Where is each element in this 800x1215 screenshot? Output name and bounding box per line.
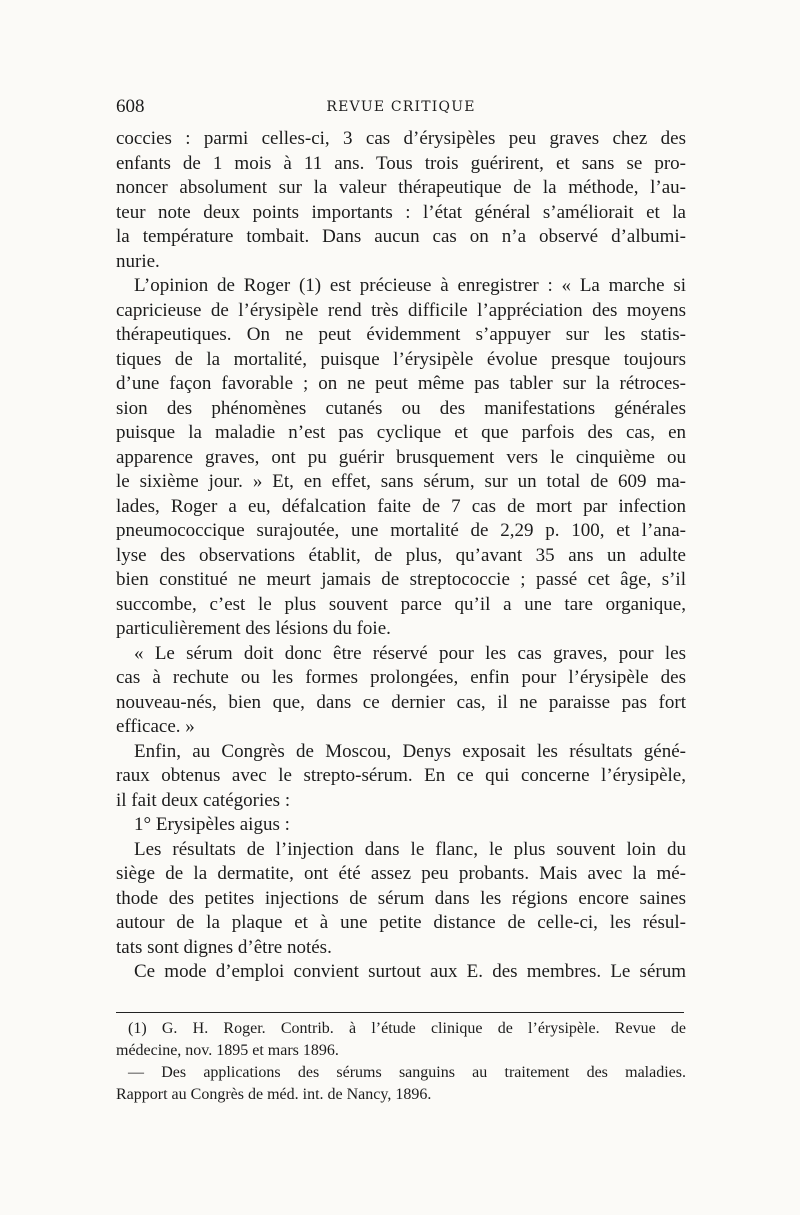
page-number: 608 bbox=[116, 96, 145, 117]
text-line: puisque la maladie n’est pas cyclique et que parfois des cas, en bbox=[116, 422, 686, 443]
footnote-rule bbox=[116, 1012, 684, 1013]
text-line: d’une façon favorable ; on ne peut même pas tabler sur la rétroces- bbox=[116, 373, 686, 394]
text-line: nurie. bbox=[116, 250, 160, 272]
text-line: bien constitué ne meurt jamais de streptococcie ; passé cet âge, s’il bbox=[116, 569, 686, 590]
running-head bbox=[116, 96, 686, 122]
text-line: apparence graves, ont pu guérir brusquement vers le cinquième ou bbox=[116, 446, 686, 468]
body-text bbox=[116, 127, 686, 985]
text-line: succombe, c’est le plus souvent parce qu’il a une tare organique, bbox=[116, 593, 686, 615]
text-line: nouveau-nés, bien que, dans ce dernier cas, il ne paraisse pas fort bbox=[116, 691, 686, 713]
text-line: pneumococcique surajoutée, une mortalité de 2,29 p. 100, et l’ana- bbox=[116, 520, 686, 541]
text-line: tats sont dignes d’être notés. bbox=[116, 936, 332, 958]
text-line: Les résultats de l’injection dans le flanc, le plus souvent loin du bbox=[134, 838, 686, 860]
journal-title: REVUE CRITIQUE bbox=[326, 99, 476, 115]
text-line: Ce mode d’emploi convient surtout aux E. des membres. Le sérum bbox=[134, 961, 686, 982]
text-line: autour de la plaque et à une petite distance de celle-ci, les résul- bbox=[116, 912, 686, 933]
text-line: Enfin, au Congrès de Moscou, Denys exposait les résultats géné- bbox=[134, 740, 686, 762]
text-line: il fait deux catégories : bbox=[116, 789, 291, 811]
text-line: le sixième jour. » Et, en effet, sans sérum, sur un total de 609 ma- bbox=[116, 471, 686, 492]
text-line: particulièrement des lésions du foie. bbox=[116, 618, 391, 639]
text-line: raux obtenus avec le strepto-sérum. En ce qui concerne l’érysipèle, bbox=[116, 765, 686, 786]
text-line: efficace. » bbox=[116, 716, 195, 737]
text-line: thérapeutiques. On ne peut évidemment s’appuyer sur les statis- bbox=[116, 324, 686, 345]
footnote-line: — Des applications des sérums sanguins au traitement des maladies. bbox=[128, 1064, 686, 1081]
footnotes bbox=[116, 1018, 686, 1106]
text-line: L’opinion de Roger (1) est précieuse à enregistrer : « La marche si bbox=[134, 275, 686, 296]
text-line: capricieuse de l’érysipèle rend très difficile l’appréciation des moyens bbox=[116, 299, 686, 321]
text-line: coccies : parmi celles-ci, 3 cas d’érysipèles peu graves chez des bbox=[116, 128, 686, 149]
text-line: sion des phénomènes cutanés ou des manifestations générales bbox=[116, 397, 686, 419]
footnote-line: médecine, nov. 1895 et mars 1896. bbox=[116, 1042, 339, 1059]
text-line: cas à rechute ou les formes prolongées, enfin pour l’érysipèle des bbox=[116, 667, 686, 688]
text-line: la température tombait. Dans aucun cas on n’a observé d’albumi- bbox=[116, 226, 686, 247]
text-line: tiques de la mortalité, puisque l’érysipèle évolue presque toujours bbox=[116, 348, 686, 370]
text-line: 1° Erysipèles aigus : bbox=[134, 814, 290, 835]
text-line: siège de la dermatite, ont été assez peu probants. Mais avec la mé- bbox=[116, 863, 686, 884]
footnote-line: (1) G. H. Roger. Contrib. à l’étude clinique de l’érysipèle. Revue de bbox=[128, 1020, 686, 1037]
text-line: « Le sérum doit donc être réservé pour les cas graves, pour les bbox=[134, 642, 686, 664]
text-line: enfants de 1 mois à 11 ans. Tous trois guérirent, et sans se pro- bbox=[116, 152, 686, 174]
text-line: teur note deux points importants : l’état général s’améliorait et la bbox=[116, 201, 686, 223]
text-line: lades, Roger a eu, défalcation faite de 7 cas de mort par infection bbox=[116, 495, 686, 517]
footnote-line: Rapport au Congrès de méd. int. de Nancy, 1896. bbox=[116, 1086, 432, 1103]
text-line: noncer absolument sur la valeur thérapeutique de la méthode, l’au- bbox=[116, 177, 686, 198]
text-line: lyse des observations établit, de plus, qu’avant 35 ans un adulte bbox=[116, 544, 686, 566]
text-line: thode des petites injections de sérum dans les régions encore saines bbox=[116, 887, 686, 909]
